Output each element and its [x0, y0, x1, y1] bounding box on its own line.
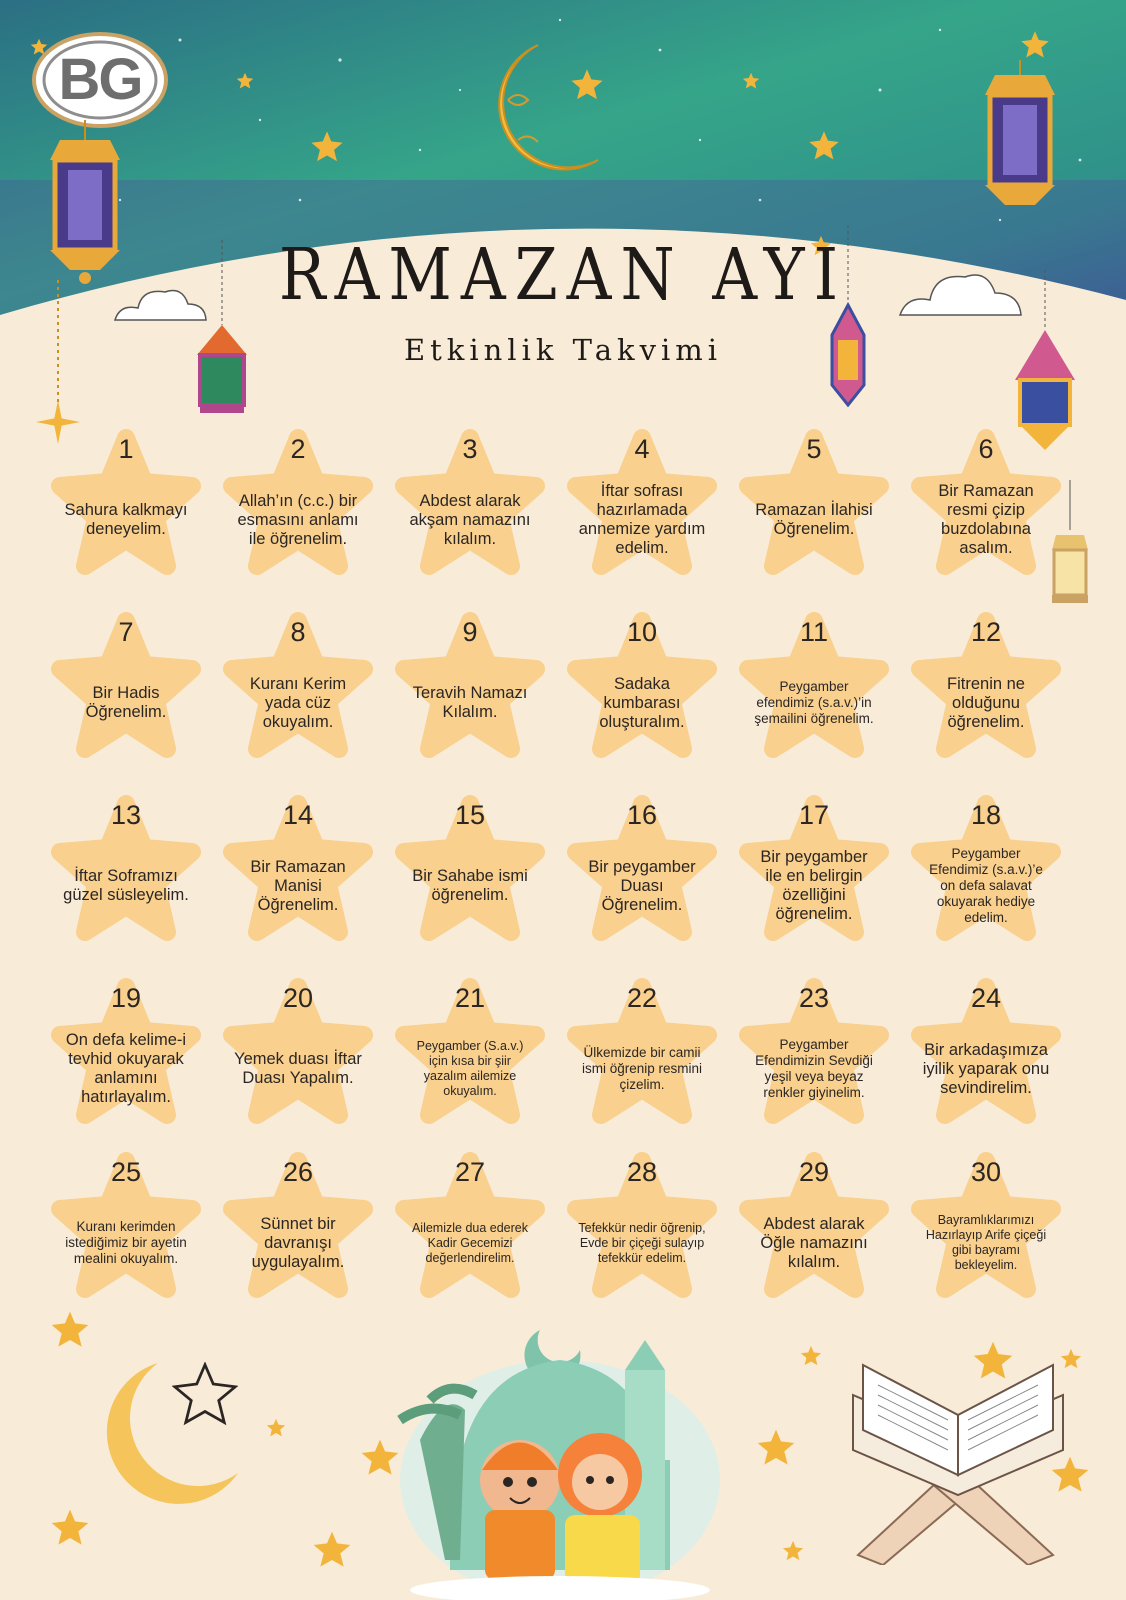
day-cell-12 — [900, 601, 1072, 773]
day-cell-9 — [384, 601, 556, 773]
day-activity-text: On defa kelime-i tevhid okuyarak anlamını hatırlayalım. — [65, 1031, 187, 1106]
star-icon — [808, 130, 840, 162]
day-number: 20 — [282, 983, 314, 1013]
day-cell-19 — [40, 967, 212, 1139]
day-number: 5 — [806, 434, 822, 464]
mosque-children-illustration — [390, 1310, 730, 1600]
day-cell-14 — [212, 784, 384, 956]
day-number: 29 — [798, 1157, 830, 1187]
star-icon — [800, 1345, 822, 1367]
day-number: 28 — [626, 1157, 658, 1187]
star-icon — [310, 130, 344, 164]
day-cell-1 — [40, 418, 212, 590]
day-activity-text: Tefekkür nedir öğrenip, Evde bir çiçeği sulayıp tefekkür edelim. — [578, 1220, 706, 1265]
day-activity-text: Peygamber Efendimiz (s.a.v.)’e on defa salavat okuyarak hediye edelim. — [929, 846, 1043, 925]
day-cell-11 — [728, 601, 900, 773]
logo-text: BG — [58, 47, 142, 112]
star-icon — [50, 1310, 90, 1350]
day-activity-text: Sahura kalkmayı deneyelim. — [64, 501, 188, 538]
page-title: RAMAZAN AYI — [278, 232, 848, 317]
day-activity-text: Teravih Namazı Kılalım. — [412, 684, 528, 721]
day-number: 30 — [970, 1157, 1002, 1187]
day-cell-23 — [728, 967, 900, 1139]
day-activity-text: Peygamber Efendimizin Sevdiği yeşil veya beyaz renkler giyinelim. — [755, 1037, 873, 1100]
day-activity-text: Peygamber efendimiz (s.a.v.)’in şemailini öğrenelim. — [754, 679, 874, 726]
day-activity-text: İftar sofrası hazırlamada annemize yardım edelim. — [578, 482, 706, 557]
day-cell-18 — [900, 784, 1072, 956]
star-icon — [266, 1418, 286, 1438]
star-icon — [1020, 30, 1050, 60]
day-number: 4 — [634, 434, 650, 464]
day-activity-text: Bir peygamber ile en belirgin özelliğini öğrenelim. — [760, 848, 868, 923]
day-activity-text: Bir Ramazan Manisi Öğrenelim. — [250, 857, 346, 914]
day-cell-8 — [212, 601, 384, 773]
day-number: 17 — [798, 800, 830, 830]
day-activity-text: Bayramlıklarımızı Hazırlayıp Arife çiçeği gibi bayramı bekleyelim. — [925, 1213, 1047, 1272]
day-cell-15 — [384, 784, 556, 956]
bg-logo — [30, 30, 170, 130]
day-number: 8 — [290, 617, 306, 647]
day-cell-13 — [40, 784, 212, 956]
day-activity-text: Sadaka kumbarası oluşturalım. — [599, 674, 685, 731]
day-activity-text: İftar Soframızı güzel süsleyelim. — [63, 867, 189, 904]
day-cell-4 — [556, 418, 728, 590]
lantern-icon — [980, 60, 1060, 215]
day-number: 11 — [799, 617, 829, 647]
day-activity-text: Kuranı kerimden istediğimiz bir ayetin mealini okuyalım. — [65, 1219, 187, 1266]
day-cell-10 — [556, 601, 728, 773]
star-icon — [30, 38, 48, 56]
day-activity-text: Abdest alarak akşam namazını kılalım. — [409, 491, 531, 548]
day-number: 3 — [462, 434, 478, 464]
day-number: 12 — [970, 617, 1002, 647]
crescent-moon-icon — [478, 40, 608, 180]
day-number: 16 — [626, 800, 658, 830]
day-number: 21 — [454, 983, 486, 1013]
day-cell-6 — [900, 418, 1072, 590]
day-cell-30 — [900, 1141, 1072, 1313]
day-activity-text: Ramazan İlahisi Öğrenelim. — [755, 501, 873, 538]
day-number: 1 — [118, 434, 134, 464]
day-activity-text: Yemek duası İftar Duası Yapalım. — [234, 1050, 362, 1087]
day-number: 18 — [970, 800, 1002, 830]
day-number: 14 — [282, 800, 314, 830]
page-subtitle: Etkinlik Takvimi — [403, 333, 723, 367]
star-icon — [570, 68, 604, 102]
star-icon — [236, 72, 254, 90]
day-number: 13 — [110, 800, 142, 830]
day-cell-2 — [212, 418, 384, 590]
day-number: 6 — [978, 434, 994, 464]
star-icon — [742, 72, 760, 90]
day-cell-25 — [40, 1141, 212, 1313]
star-icon — [756, 1428, 796, 1468]
day-cell-5 — [728, 418, 900, 590]
day-activity-text: Ailemizle dua ederek Kadir Gecemizi değerlendirelim. — [411, 1220, 529, 1265]
day-activity-text: Ülkemizde bir camii ismi öğrenip resmini çizelim. — [581, 1045, 703, 1092]
day-cell-22 — [556, 967, 728, 1139]
day-number: 27 — [454, 1157, 486, 1187]
day-cell-20 — [212, 967, 384, 1139]
day-number: 25 — [110, 1157, 142, 1187]
star-icon — [782, 1540, 804, 1562]
star-icon — [50, 1508, 90, 1548]
day-number: 22 — [626, 983, 658, 1013]
day-cell-16 — [556, 784, 728, 956]
day-number: 2 — [290, 434, 306, 464]
day-activity-text: Fitrenin ne olduğunu öğrenelim. — [947, 674, 1025, 731]
day-number: 7 — [118, 617, 134, 647]
day-activity-text: Kuranı Kerim yada cüz okuyalım. — [249, 674, 347, 731]
day-number: 24 — [970, 983, 1002, 1013]
day-activity-text: Bir Hadis Öğrenelim. — [85, 684, 167, 721]
day-cell-7 — [40, 601, 212, 773]
day-activity-text: Bir peygamber Duası Öğrenelim. — [588, 857, 696, 914]
quran-on-rehal-icon — [838, 1355, 1078, 1565]
day-activity-text: Allah’ın (c.c.) bir esmasını anlamı ile öğrenelim. — [237, 491, 359, 548]
day-activity-text: Sünnet bir davranışı uygulayalım. — [251, 1214, 345, 1271]
day-activity-text: Peygamber (S.a.v.) için kısa bir şiir yazalım ailemize okuyalım. — [416, 1039, 524, 1098]
day-number: 9 — [462, 617, 478, 647]
day-number: 15 — [454, 800, 486, 830]
day-cell-29 — [728, 1141, 900, 1313]
day-number: 26 — [282, 1157, 314, 1187]
star-icon — [312, 1530, 352, 1570]
day-cell-3 — [384, 418, 556, 590]
day-number: 10 — [626, 617, 658, 647]
day-cell-28 — [556, 1141, 728, 1313]
day-cell-17 — [728, 784, 900, 956]
star-outline-icon — [172, 1362, 238, 1428]
day-number: 19 — [110, 983, 142, 1013]
day-activity-text: Abdest alarak Öğle namazını kılalım. — [760, 1214, 868, 1271]
day-activity-text: Bir Ramazan resmi çizip buzdolabına asalım. — [938, 482, 1034, 557]
day-cell-21 — [384, 967, 556, 1139]
day-cell-27 — [384, 1141, 556, 1313]
day-activity-text: Bir Sahabe ismi öğrenelim. — [412, 867, 528, 904]
day-cell-26 — [212, 1141, 384, 1313]
day-number: 23 — [798, 983, 830, 1013]
day-cell-24 — [900, 967, 1072, 1139]
day-activity-text: Bir arkadaşımıza iyilik yaparak onu sevindirelim. — [922, 1040, 1050, 1097]
